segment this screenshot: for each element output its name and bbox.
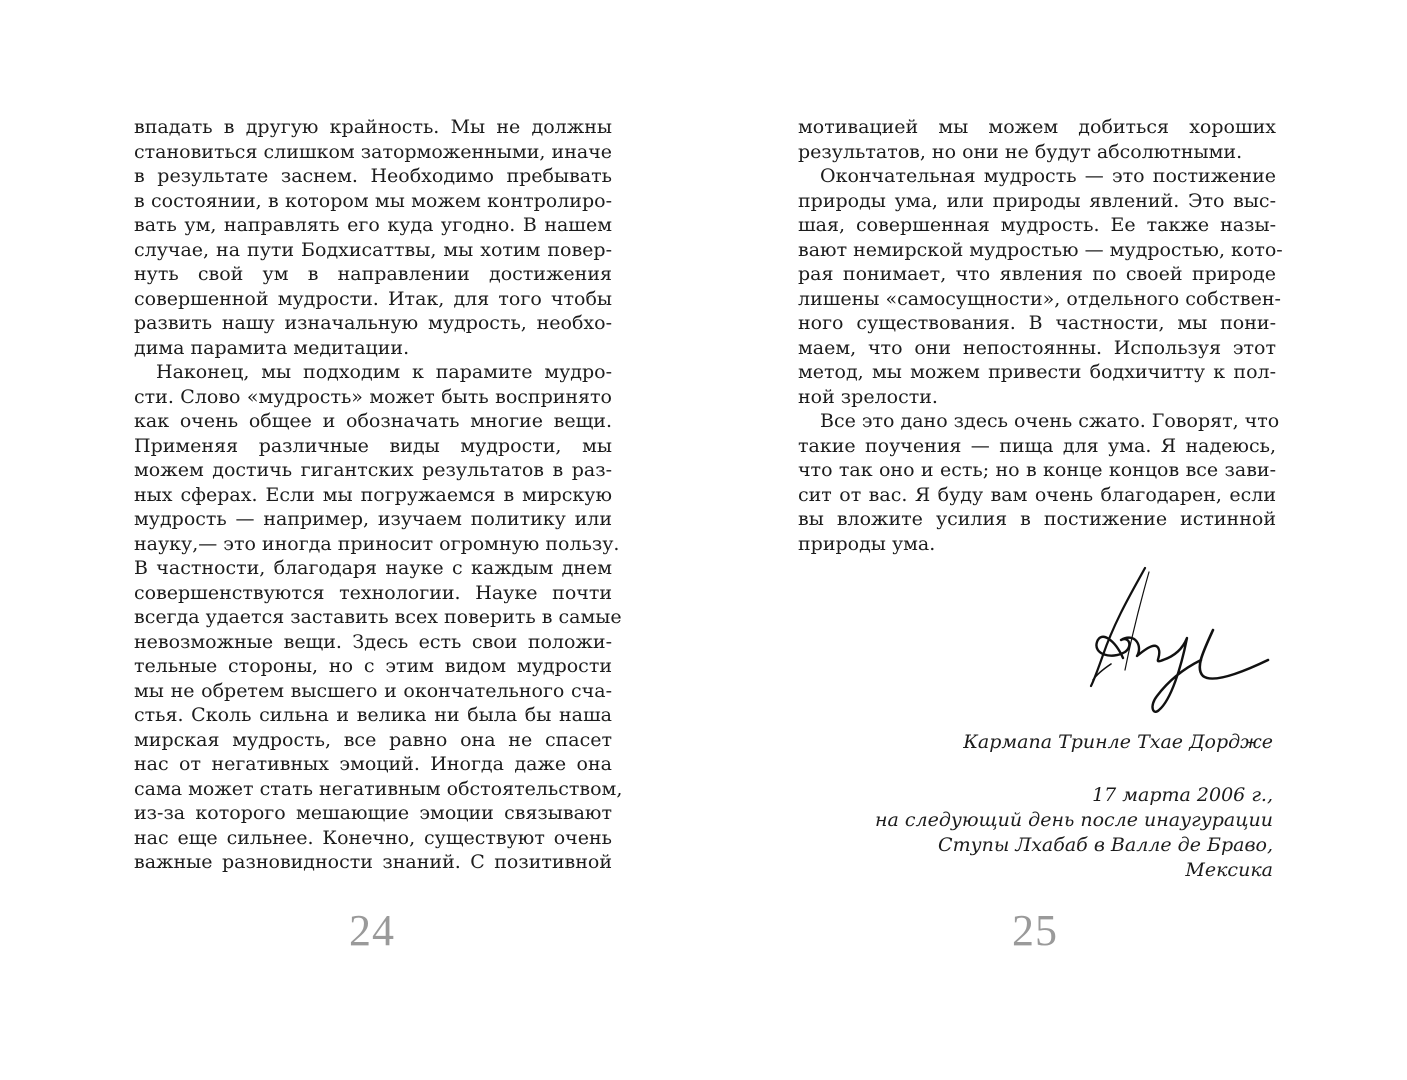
text-line: сти. Слово «мудрость» может быть воспринято [134,385,612,408]
text-line: всегда удается заставить всех поверить в самые [134,606,622,628]
text-line: шая, совершенная мудрость. Ее также назы- [798,214,1276,236]
country-line: Мексика [1185,859,1273,881]
text-line: стья. Сколь сильна и велика ни была бы наша [134,704,612,726]
text-line: невозможные вещи. Здесь есть свои положи- [134,630,612,653]
right-page [703,0,1407,1080]
left-page [0,0,703,1080]
left-page-text [134,115,623,875]
text-line: мы не обретем высшего и окончательного сча- [134,679,612,702]
text-line: В частности, благодаря науке с каждым днем [134,557,612,579]
text-line: рая понимает, что явления по своей природе [798,263,1276,285]
text-line: ной зрелости. [798,385,938,408]
text-line: мотивацией мы можем добиться хороших [798,116,1276,138]
left-page-number: 24 [349,906,395,955]
text-line: метод, мы можем привести бодхичитту к пол- [798,361,1276,383]
text-line: дима парамита медитации. [134,336,410,359]
text-line: развить нашу изначальную мудрость, необхо- [134,312,612,334]
place-line: Ступы Лхабаб в Валле де Браво, [938,834,1273,856]
text-line: в состоянии, в котором мы можем контролиро- [134,189,612,212]
text-line: мудрость — например, изучаем политику или [134,508,612,530]
text-line: важные разновидности знаний. С позитивной [134,851,612,873]
text-line: лишены «самосущности», отдельного собствен- [798,287,1281,310]
text-line: Применяя различные виды мудрости, мы [134,434,612,457]
text-line: нас от негативных эмоций. Иногда даже она [134,753,612,775]
date-line: 17 марта 2006 г., [1092,784,1273,806]
occasion-line: на следующий день после инаугурации [874,809,1273,831]
right-page-text [798,115,1283,556]
text-line: нуть свой ум в направлении достижения [134,263,612,285]
text-line: что так оно и есть; но в конце концов все зави- [798,459,1276,481]
text-line: случае, на пути Бодхисаттвы, мы хотим повер- [134,238,612,261]
signature-image [1063,560,1293,720]
text-line: маем, что они непостоянны. Используя этот [798,336,1276,359]
text-line: такие поучения — пища для ума. Я надеюсь, [798,434,1276,457]
author-name [963,730,1273,755]
text-line: Все это дано здесь очень сжато. Говорят, что [820,410,1280,432]
text-line: Наконец, мы подходим к парамите мудро- [156,361,612,383]
text-line: Окончательная мудрость — это постижение [820,165,1276,187]
text-line: мирская мудрость, все равно она не спасет [134,728,612,751]
text-line: как очень общее и обозначать многие вещи. [134,410,612,432]
text-line: природы ума. [798,532,936,555]
text-line: нас еще сильнее. Конечно, существуют очень [134,826,612,849]
text-line: сит от вас. Я буду вам очень благодарен, если [798,483,1276,506]
text-line: можем достичь гигантских результатов в раз- [134,459,612,481]
text-line: результатов, но они не будут абсолютными. [798,140,1243,163]
text-line: становиться слишком заторможенными, иначе [134,140,612,163]
text-line: тельные стороны, но с этим видом мудрости [134,655,612,677]
text-line: в результате заснем. Необходимо пребывать [134,165,612,187]
date-place-block [875,783,1273,883]
text-line: науку,— это иногда приносит огромную пользу. [134,532,620,555]
text-line: сама может стать негативным обстоятельством, [134,777,623,800]
text-line: вать ум, направлять его куда угодно. В нашем [134,214,612,236]
right-page-number: 25 [1012,906,1058,955]
text-line: из-за которого мешающие эмоции связывают [134,802,612,824]
text-line: вают немирской мудростью — мудростью, кото- [798,238,1283,261]
text-line: впадать в другую крайность. Мы не должны [134,116,612,138]
text-line: ного существования. В частности, мы пони- [798,312,1276,334]
text-line: совершенной мудрости. Итак, для того чтобы [134,287,612,310]
author-line: Кармапа Тринле Тхае Дордже [963,731,1273,753]
text-line: природы ума, или природы явлений. Это выс- [798,189,1276,212]
text-line: совершенствуются технологии. Науке почти [134,581,612,604]
text-line: вы вложите усилия в постижение истинной [798,508,1276,530]
text-line: ных сферах. Если мы погружаемся в мирскую [134,483,612,506]
